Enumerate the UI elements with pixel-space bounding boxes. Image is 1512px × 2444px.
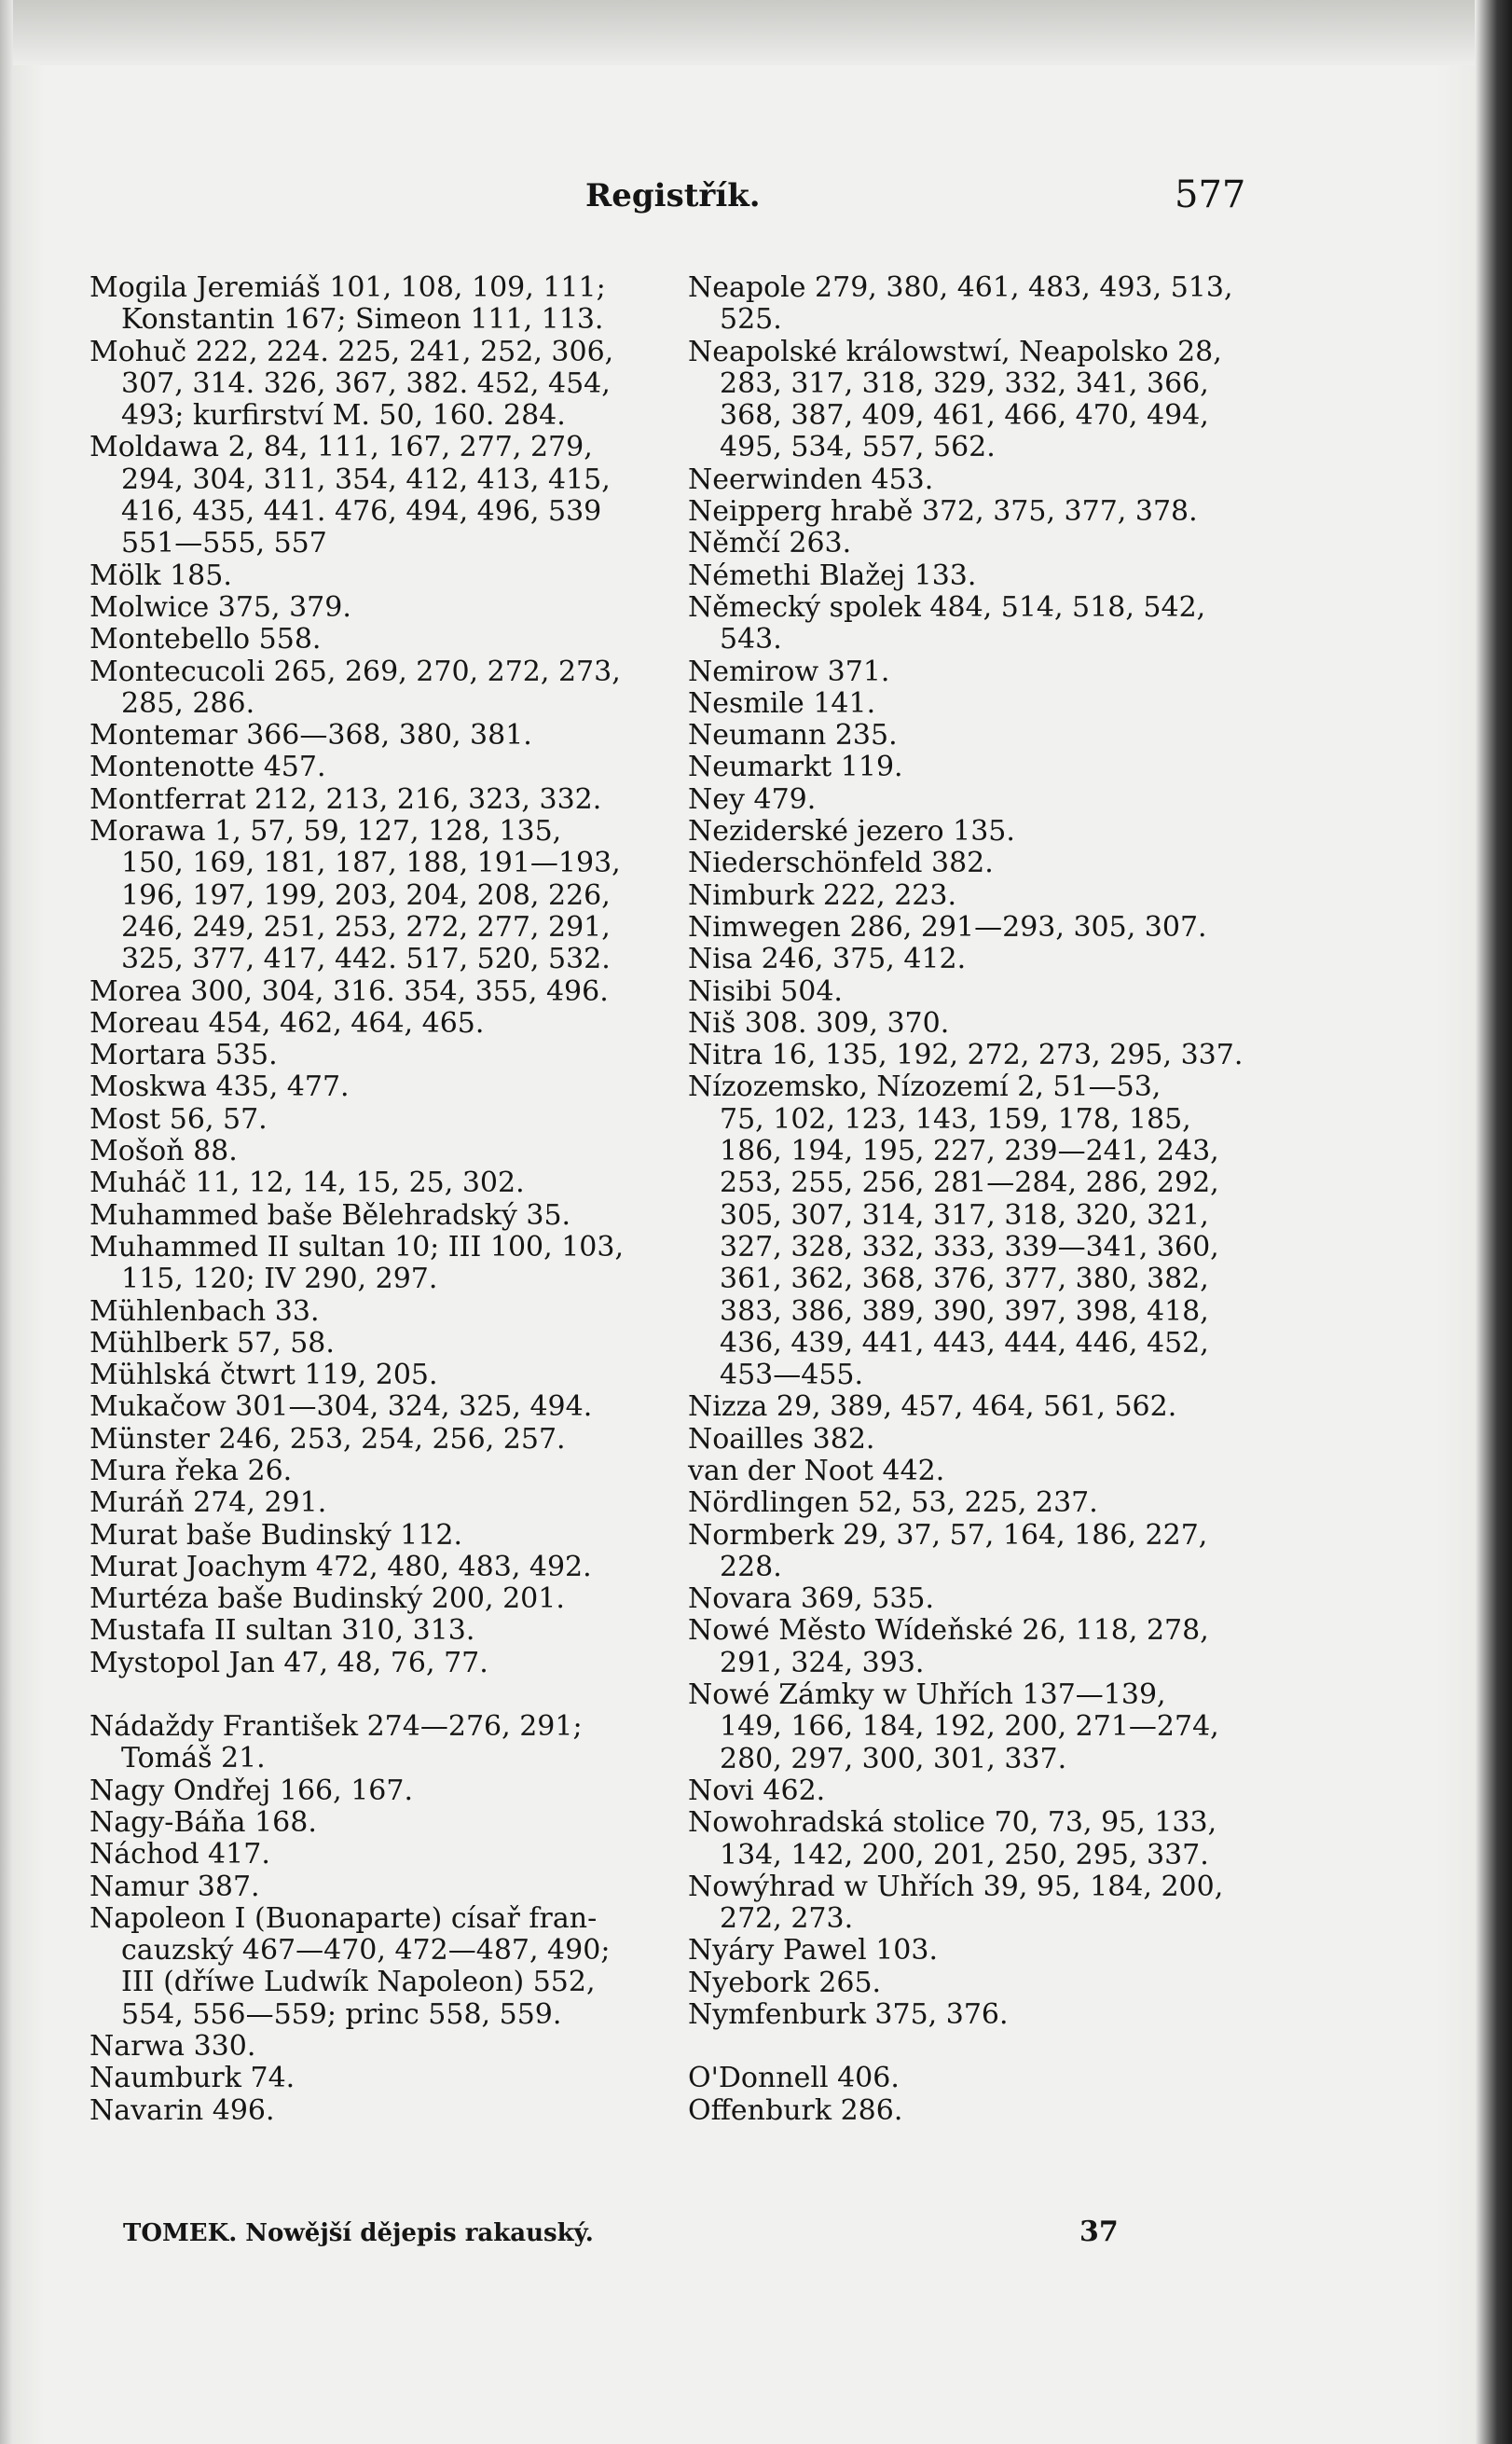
index-entry xyxy=(89,272,686,337)
index-entry xyxy=(688,656,1285,688)
index-entry xyxy=(89,2031,686,2063)
index-entry-line: Münster 246, 253, 254, 256, 257. xyxy=(89,1422,566,1456)
index-entry-line: Mohuč 222, 224. 225, 241, 252, 306, xyxy=(89,335,614,368)
index-entry-line: van der Noot 442. xyxy=(688,1454,945,1487)
index-entry-line: Molwice 375, 379. xyxy=(89,590,351,624)
index-entry xyxy=(89,1615,686,1647)
index-entry-continuation: 551—555, 557 xyxy=(121,527,327,560)
index-entry xyxy=(688,592,1285,656)
index-entry-line: Nowé Město Wídeňské 26, 118, 278, xyxy=(688,1614,1209,1648)
index-entry-continuation: 283, 317, 318, 329, 332, 341, 366, xyxy=(720,366,1209,400)
index-entry xyxy=(688,688,1285,720)
index-entry-line: Naumburk 74. xyxy=(89,2062,296,2095)
index-entry xyxy=(688,1871,1285,1936)
index-entry xyxy=(89,1807,686,1839)
index-entry-line: Mühlberk 57, 58. xyxy=(89,1326,335,1360)
index-entry xyxy=(89,1648,686,1679)
index-entry-line: Neapole 279, 380, 461, 483, 493, 513, xyxy=(688,271,1233,304)
index-entry xyxy=(688,2063,1285,2094)
index-entry-line: Mošoň 88. xyxy=(89,1135,238,1168)
index-entry-continuation: 416, 435, 441. 476, 494, 496, 539 xyxy=(121,495,602,529)
index-entry-continuation: 149, 166, 184, 192, 200, 271—274, xyxy=(720,1710,1219,1744)
index-entry-continuation: 383, 386, 389, 390, 397, 398, 418, xyxy=(720,1294,1209,1328)
index-entry-line: Morawa 1, 57, 59, 127, 128, 135, xyxy=(89,815,562,849)
index-entry xyxy=(688,272,1285,337)
index-entry-line: Normberk 29, 37, 57, 164, 186, 227, xyxy=(688,1518,1208,1552)
index-entry xyxy=(89,1775,686,1807)
index-entry-line: Neumarkt 119. xyxy=(688,751,903,784)
index-entry xyxy=(688,912,1285,944)
index-entry xyxy=(688,1615,1285,1679)
index-entry-continuation: 453—455. xyxy=(720,1359,864,1392)
index-entry-continuation: 495, 534, 557, 562. xyxy=(720,431,996,464)
index-entry-line: Nowohradská stolice 70, 73, 95, 133, xyxy=(688,1806,1217,1840)
index-entry-line: Německý spolek 484, 514, 518, 542, xyxy=(688,590,1206,624)
index-entry-line: Nesmile 141. xyxy=(688,686,876,720)
index-entry-line: Murat Joachym 472, 480, 483, 492. xyxy=(89,1550,592,1583)
index-entry-continuation: 272, 273. xyxy=(720,1902,854,1936)
index-entry-continuation: 436, 439, 441, 443, 444, 446, 452, xyxy=(720,1326,1209,1360)
index-entry xyxy=(688,1807,1285,1871)
index-entry-continuation: 305, 307, 314, 317, 318, 320, 321, xyxy=(720,1198,1209,1232)
index-entry xyxy=(89,1136,686,1167)
section-gap xyxy=(89,1679,686,1711)
index-entry xyxy=(688,784,1285,816)
index-entry-line: Moskwa 435, 477. xyxy=(89,1070,350,1104)
index-entry-line: Nagy-Báňa 168. xyxy=(89,1805,317,1839)
index-entry-line: Muháč 11, 12, 14, 15, 25, 302. xyxy=(89,1167,525,1200)
index-entry xyxy=(688,1008,1285,1040)
index-entry xyxy=(688,496,1285,528)
index-entry xyxy=(688,1968,1285,1999)
index-entry xyxy=(89,1296,686,1328)
index-entry xyxy=(688,560,1285,592)
index-entry xyxy=(89,1487,686,1519)
index-entry-line: Offenburk 286. xyxy=(688,2093,903,2127)
index-entry xyxy=(89,1839,686,1871)
index-entry xyxy=(89,1520,686,1552)
index-entry xyxy=(89,1360,686,1391)
index-entry-line: Montemar 366—368, 380, 381. xyxy=(89,719,532,753)
index-entry-continuation: 327, 328, 332, 333, 339—341, 360, xyxy=(720,1230,1219,1263)
index-entry-line: Muráň 274, 291. xyxy=(89,1486,327,1520)
index-entry xyxy=(688,816,1285,848)
index-entry-continuation: 246, 249, 251, 253, 272, 277, 291, xyxy=(121,910,611,944)
page-right-binding-shadow xyxy=(1475,0,1512,2444)
index-entry-line: Mölk 185. xyxy=(89,559,232,592)
index-entry xyxy=(89,624,686,656)
index-entry xyxy=(688,848,1285,879)
index-entry-continuation: 75, 102, 123, 143, 159, 178, 185, xyxy=(720,1102,1191,1136)
index-entry xyxy=(688,1583,1285,1615)
index-entry-line: Nemirow 371. xyxy=(688,655,890,688)
index-column-left xyxy=(89,272,686,2127)
index-entry xyxy=(89,1167,686,1199)
index-entry-line: Nagy Ondřej 166, 167. xyxy=(89,1774,414,1807)
index-entry-line: Nimburk 222, 223. xyxy=(688,878,957,912)
index-entry xyxy=(688,944,1285,975)
index-entry xyxy=(89,1871,686,1903)
index-entry xyxy=(688,1424,1285,1456)
index-entry-line: Montferrat 212, 213, 216, 323, 332. xyxy=(89,782,602,816)
index-entry xyxy=(89,976,686,1008)
index-entry xyxy=(89,784,686,816)
index-entry xyxy=(688,1520,1285,1584)
index-entry-line: Novi 462. xyxy=(688,1774,826,1807)
index-entry-line: Montebello 558. xyxy=(89,623,322,656)
index-entry-line: Niš 308. 309, 370. xyxy=(688,1006,950,1040)
index-entry-line: Nyebork 265. xyxy=(688,1966,882,1999)
signature-mark: 37 xyxy=(1079,2216,1119,2248)
index-entry-continuation: 554, 556—559; princ 558, 559. xyxy=(121,1997,562,2031)
index-entry-line: Náchod 417. xyxy=(89,1838,270,1871)
index-entry xyxy=(89,1071,686,1103)
page-left-edge xyxy=(0,0,13,2444)
index-entry-continuation: 134, 142, 200, 201, 250, 295, 337. xyxy=(720,1838,1209,1871)
index-entry-line: Neipperg hrabě 372, 375, 377, 378. xyxy=(688,495,1198,529)
index-entry xyxy=(89,2063,686,2094)
index-entry-line: Neziderské jezero 135. xyxy=(688,815,1015,849)
index-entry-line: Noailles 382. xyxy=(688,1422,875,1456)
index-entry-continuation: Konstantin 167; Simeon 111, 113. xyxy=(121,303,604,337)
index-entry xyxy=(688,1071,1285,1391)
index-entry-continuation: 196, 197, 199, 203, 204, 208, 226, xyxy=(121,878,611,912)
index-entry-line: Namur 387. xyxy=(89,1870,260,1903)
index-entry-line: Napoleon I (Buonaparte) císař fran- xyxy=(89,1901,598,1935)
index-entry-line: Moldawa 2, 84, 111, 167, 277, 279, xyxy=(89,431,593,464)
page-top-shadow xyxy=(0,0,1512,65)
index-entry-line: Nisibi 504. xyxy=(688,974,843,1008)
index-entry-continuation: 228. xyxy=(720,1550,782,1583)
index-entry-line: Ney 479. xyxy=(688,782,817,816)
index-entry xyxy=(89,2095,686,2127)
index-entry-line: Moreau 454, 462, 464, 465. xyxy=(89,1006,485,1040)
index-entry-continuation: 294, 304, 311, 354, 412, 413, 415, xyxy=(121,463,611,496)
index-entry xyxy=(688,528,1285,559)
index-entry-line: Mühlenbach 33. xyxy=(89,1294,320,1328)
index-entry-line: Némethi Blažej 133. xyxy=(688,559,977,592)
page-footer xyxy=(0,2216,1512,2266)
index-entry xyxy=(688,1679,1285,1775)
index-entry xyxy=(89,720,686,752)
index-entry xyxy=(688,337,1285,464)
index-entry-line: Morea 300, 304, 316. 354, 355, 496. xyxy=(89,974,609,1008)
index-entry-continuation: 543. xyxy=(720,623,782,656)
index-entry-line: Mukačow 301—304, 324, 325, 494. xyxy=(89,1390,593,1424)
index-entry-line: Murat baše Budinský 112. xyxy=(89,1518,462,1552)
index-entry-line: Nowýhrad w Uhřích 39, 95, 184, 200, xyxy=(688,1870,1224,1903)
index-entry-line: Nádaždy František 274—276, 291; xyxy=(89,1710,583,1744)
section-gap xyxy=(688,2031,1285,2063)
index-entry xyxy=(89,752,686,783)
index-entry-continuation: Tomáš 21. xyxy=(121,1742,266,1775)
index-entry xyxy=(89,432,686,559)
index-entry xyxy=(688,1391,1285,1423)
index-entry xyxy=(688,752,1285,783)
index-entry-line: Most 56, 57. xyxy=(89,1102,268,1136)
index-entry-line: Montecucoli 265, 269, 270, 272, 273, xyxy=(89,655,621,688)
index-entry-continuation: 493; kurfirství M. 50, 160. 284. xyxy=(121,399,566,433)
index-entry-line: Novara 369, 535. xyxy=(688,1582,935,1616)
index-entry-line: Narwa 330. xyxy=(89,2030,256,2064)
index-column-right xyxy=(688,272,1285,2127)
running-title: Registřík. xyxy=(585,177,761,214)
index-entry-continuation: 115, 120; IV 290, 297. xyxy=(121,1263,438,1296)
index-entry-line: Mura řeka 26. xyxy=(89,1454,293,1487)
index-entry-line: Navarin 496. xyxy=(89,2093,275,2127)
index-entry-line: Nymfenburk 375, 376. xyxy=(688,1998,1009,2032)
index-entry-continuation: 307, 314. 326, 367, 382. 452, 454, xyxy=(121,366,611,400)
index-entry xyxy=(89,1104,686,1136)
index-entry xyxy=(89,656,686,721)
index-entry-line: Nördlingen 52, 53, 225, 237. xyxy=(688,1486,1098,1520)
index-entry xyxy=(688,1935,1285,1967)
index-entry-line: Niederschönfeld 382. xyxy=(688,847,994,880)
index-entry-line: O'Donnell 406. xyxy=(688,2062,900,2095)
footer-book-title: TOMEK. Nowější dějepis rakauský. xyxy=(123,2219,594,2247)
index-entry xyxy=(688,1775,1285,1807)
index-entry xyxy=(89,1552,686,1583)
index-entry xyxy=(688,976,1285,1008)
index-entry-line: Nisa 246, 375, 412. xyxy=(688,943,967,976)
index-entry-continuation: 325, 377, 417, 442. 517, 520, 532. xyxy=(121,943,611,976)
index-entry-continuation: cauzský 467—470, 472—487, 490; xyxy=(121,1934,611,1968)
index-entry-continuation: 361, 362, 368, 376, 377, 380, 382, xyxy=(720,1263,1209,1296)
index-entry-line: Neerwinden 453. xyxy=(688,463,934,496)
index-entry-continuation: 291, 324, 393. xyxy=(720,1646,925,1679)
index-entry xyxy=(89,1583,686,1615)
index-entry xyxy=(688,720,1285,752)
index-entry xyxy=(89,1232,686,1296)
index-entry-continuation: III (dříwe Ludwík Napoleon) 552, xyxy=(121,1966,596,1999)
index-entry xyxy=(89,1711,686,1775)
index-entry-line: Muhammed II sultan 10; III 100, 103, xyxy=(89,1230,625,1263)
index-entry-line: Mühlská čtwrt 119, 205. xyxy=(89,1359,438,1392)
index-entry-line: Mustafa II sultan 310, 313. xyxy=(89,1614,475,1648)
index-entry-line: Nízozemsko, Nízozemí 2, 51—53, xyxy=(688,1070,1161,1104)
index-entry xyxy=(89,1040,686,1071)
index-entry-continuation: 525. xyxy=(720,303,782,337)
page-number: 577 xyxy=(1175,173,1246,216)
index-entry-continuation: 285, 286. xyxy=(121,686,255,720)
index-entry xyxy=(89,560,686,592)
index-entry xyxy=(89,1424,686,1456)
index-entry xyxy=(688,1040,1285,1071)
index-entry-continuation: 150, 169, 181, 187, 188, 191—193, xyxy=(121,847,621,880)
index-entry xyxy=(688,880,1285,912)
index-entry xyxy=(688,464,1285,496)
index-entry-continuation: 368, 387, 409, 461, 466, 470, 494, xyxy=(720,399,1209,433)
index-entry xyxy=(688,1487,1285,1519)
index-entry-line: Nitra 16, 135, 192, 272, 273, 295, 337. xyxy=(688,1039,1244,1072)
index-entry-line: Neapolské králowstwí, Neapolsko 28, xyxy=(688,335,1222,368)
index-entry xyxy=(688,2095,1285,2127)
index-entry xyxy=(89,1328,686,1360)
index-entry-line: Montenotte 457. xyxy=(89,751,326,784)
index-entry-line: Muhammed baše Bělehradský 35. xyxy=(89,1198,571,1232)
index-entry xyxy=(89,1008,686,1040)
index-entry xyxy=(89,592,686,624)
index-entry-continuation: 253, 255, 256, 281—284, 286, 292, xyxy=(720,1167,1219,1200)
index-entry xyxy=(688,1999,1285,2031)
index-entry-line: Nizza 29, 389, 457, 464, 561, 562. xyxy=(688,1390,1177,1424)
index-entry-line: Murtéza baše Budinský 200, 201. xyxy=(89,1582,565,1616)
index-entry-line: Nowé Zámky w Uhřích 137—139, xyxy=(688,1678,1166,1712)
index-entry-line: Mogila Jeremiáš 101, 108, 109, 111; xyxy=(89,271,606,304)
index-entry xyxy=(89,1456,686,1487)
index-entry-continuation: 186, 194, 195, 227, 239—241, 243, xyxy=(720,1135,1219,1168)
index-entry-line: Nimwegen 286, 291—293, 305, 307. xyxy=(688,910,1207,944)
index-entry-line: Němčí 263. xyxy=(688,527,852,560)
index-entry-line: Neumann 235. xyxy=(688,719,898,753)
index-entry xyxy=(89,1391,686,1423)
index-entry xyxy=(688,1456,1285,1487)
index-entry xyxy=(89,816,686,975)
index-entry xyxy=(89,1903,686,2031)
index-entry-line: Nyáry Pawel 103. xyxy=(688,1934,938,1968)
index-entry-continuation: 280, 297, 300, 301, 337. xyxy=(720,1742,1067,1775)
index-entry-line: Mortara 535. xyxy=(89,1039,278,1072)
page-header xyxy=(0,173,1512,233)
index-entry-line: Mystopol Jan 47, 48, 76, 77. xyxy=(89,1646,488,1679)
index-entry xyxy=(89,337,686,433)
index-entry xyxy=(89,1200,686,1232)
